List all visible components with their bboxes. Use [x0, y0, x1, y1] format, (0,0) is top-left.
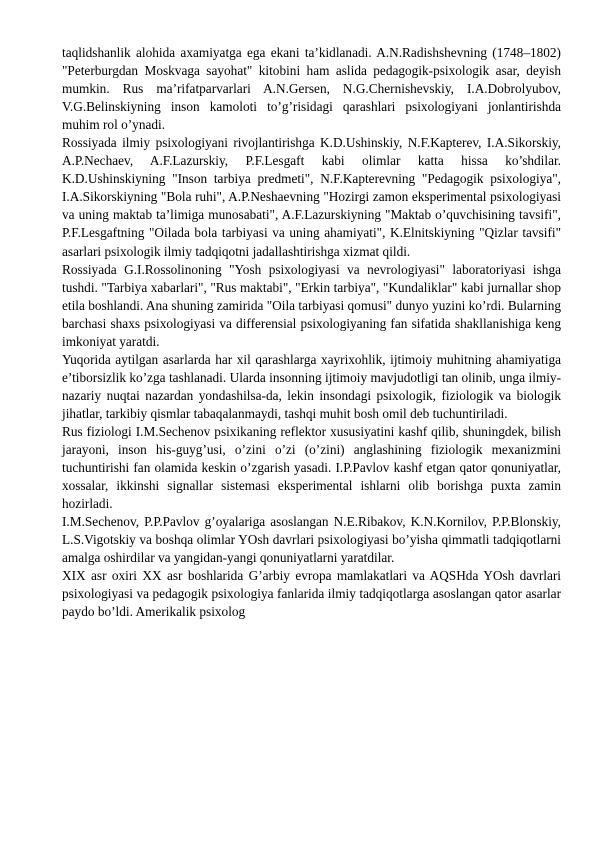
paragraph: taqlidshanlik alohida axamiyatga ega ekani ta’kidlanadi. A.N.Radishshevning (1748–1802) "Peterburgdan Moskvaga sayohat" kitobini ham aslida pedagogik-psixologik asar, deyish mumkin. Rus ma’rifatparvarlari A.N.Gersen, N.G.Chernishevskiy, I.A.Dobrolyubov, V.G.Belinskiyning inson kamoloti to’g’risidagi qarashlari psixologiyani jonlantirishda muhim rol o’ynadi. [62, 45, 561, 133]
paragraph: Rus fiziologi I.M.Sechenov psixikaning reflektor xususiyatini kashf qilib, shuningdek, bilish jarayoni, inson his-guyg’usi, o’zini o’zi (o’zini) anglashining fiziologik mexanizmini tuchuntirishi fan olamida keskin o’zgarish yasadi. I.P.Pavlov kashf etgan qator qonuniyatlar, xossalar, ikkinshi signallar sistemasi eksperimental ishlarni olib borishga puxta zamin hozirladi. [62, 423, 561, 512]
document-page [62, 44, 561, 622]
paragraph: Rossiyada G.I.Rossolinoning "Yosh psixologiyasi va nevrologiyasi" laboratoriyasi ishga tushdi. "Tarbiya xabarlari", "Rus maktabi", "Erkin tarbiya", "Kundaliklar" kabi jurnallar shop etila boshlandi. Ana shuning zamirida "Oila tarbiyasi qomusi" dunyo yuzini ko’rdi. Bularning barchasi shaxs psixologiyasi va differensial psixologiyaning fan sifatida shakllanishiga keng imkoniyat yaratdi. [62, 261, 561, 349]
paragraph: I.M.Sechenov, P.P.Pavlov g’oyalariga asoslangan N.E.Ribakov, K.N.Kornilov, P.P.Blonskiy, L.S.Vigotskiy va boshqa olimlar YOsh davrlari psixologiyasi bo’yisha qimmatli tadqiqotlarni amalga oshirdilar va yangidan-yangi qonuniyatlarni yaratdilar. [62, 514, 561, 566]
paragraph: Rossiyada ilmiy psixologiyani rivojlantirishga K.D.Ushinskiy, N.F.Kapterev, I.A.Sikorskiy, A.P.Nechaev, A.F.Lazurskiy, P.F.Lesgaft kabi olimlar katta hissa ko’shdilar. K.D.Ushinskiyning "Inson tarbiya predmeti", N.F.Kapterevning "Pedagogik psixologiya", I.A.Sikorskiyning "Bola ruhi", A.P.Neshaevning "Hozirgi zamon eksperimental psixologiyasi va uning maktab ta’limiga munosabati", A.F.Lazurskiyning "Maktab o’quvchisining tavsifi", P.F.Lesgaftning "Oilada bola tarbiyasi va uning ahamiyati", K.Elnitskiyning "Qizlar tavsifi" asarlari psixologik ilmiy tadqiqotni jadallashtirishga xizmat qildi. [62, 135, 561, 259]
paragraph: Yuqorida aytilgan asarlarda har xil qarashlarga xayrixohlik, ijtimoiy muhitning ahamiyatiga e’tiborsizlik ko’zga tashlanadi. Ularda insonning ijtimoiy mavjudotligi tan olinib, unga ilmiy-nazariy nuqtai nazardan yondashilsa-da, lekin insondagi psixologik, fiziologik va biologik jihatlar, tarkibiy qismlar tabaqalanmaydi, tashqi muhit bosh omil deb tuchuntiriladi. [62, 351, 561, 421]
paragraph: XIX asr oxiri XX asr boshlarida G’arbiy evropa mamlakatlari va AQSHda YOsh davrlari psixologiyasi va pedagogik psixologiya fanlarida ilmiy tadqiqotlarga asoslangan qator asarlar paydo bo’ldi. Amerikalik psixolog [62, 568, 561, 620]
